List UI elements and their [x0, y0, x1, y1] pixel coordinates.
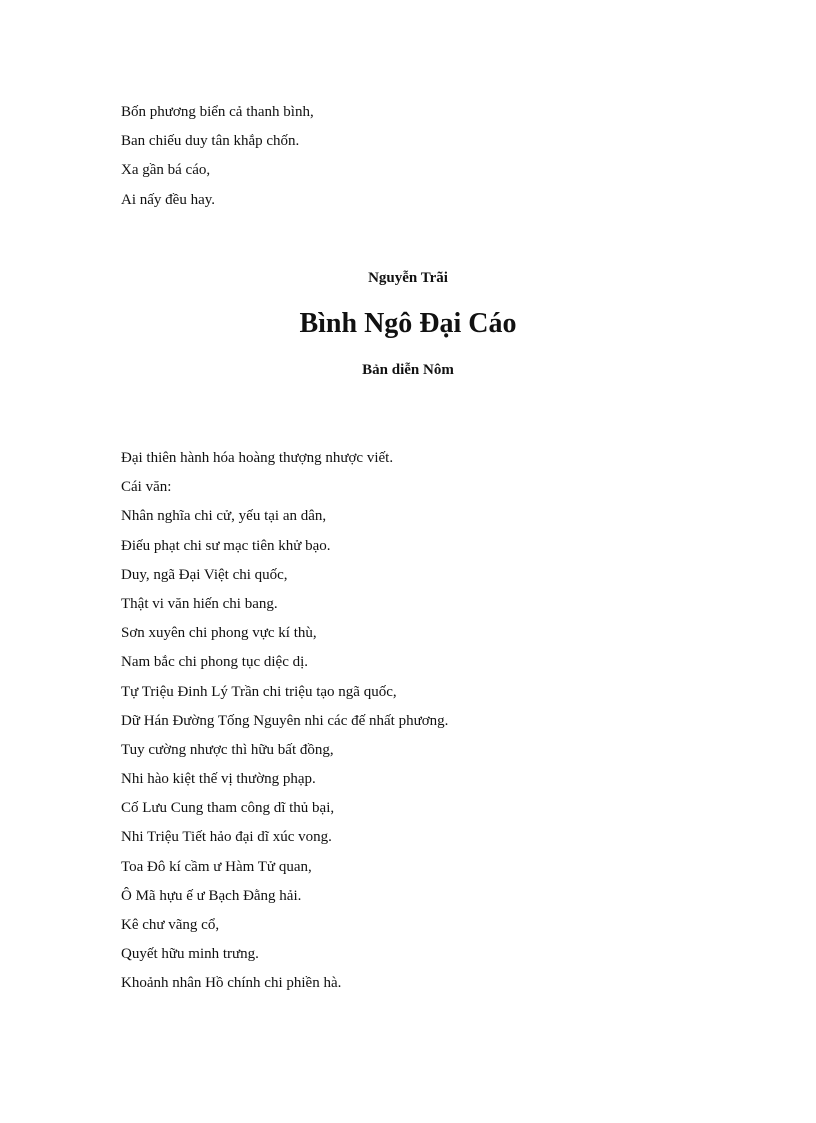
verse-line: Toa Đô kí cầm ư Hàm Tử quan, — [121, 858, 312, 875]
verse-line: Điếu phạt chi sư mạc tiên khử bạo. — [121, 537, 331, 554]
verse-line: Ai nấy đều hay. — [121, 191, 215, 208]
verse-line: Duy, ngã Đại Việt chi quốc, — [121, 566, 288, 583]
verse-line: Cố Lưu Cung tham công dĩ thủ bại, — [121, 800, 335, 817]
verse-line: Ô Mã hựu ế ư Bạch Đằng hải. — [121, 887, 302, 904]
verse-line: Xa gần bá cáo, — [121, 162, 211, 179]
verse-line: Tuy cường nhược thì hữu bất đồng, — [121, 741, 334, 758]
verse-line: Bốn phương biển cả thanh bình, — [121, 104, 314, 120]
verse-line: Nam bắc chi phong tục diệc dị. — [121, 654, 309, 671]
verse-line: Nhi hào kiệt thế vị thường phạp. — [121, 771, 316, 788]
verse-line: Tự Triệu Đinh Lý Trần chi triệu tạo ngã quốc, — [121, 683, 397, 700]
verse-line: Nhi Triệu Tiết hảo đại dĩ xúc vong. — [121, 829, 332, 846]
verse-line: Thật vi văn hiến chi bang. — [121, 595, 278, 612]
verse-line: Quyết hữu minh trưng. — [121, 946, 259, 963]
poem-body — [121, 444, 741, 999]
verse-line: Kê chư vãng cổ, — [121, 917, 220, 933]
verse-line: Đại thiên hành hóa hoàng thượng nhược viết. — [121, 450, 394, 466]
verse-line: Ban chiếu duy tân khắp chốn. — [121, 133, 300, 150]
verse-line: Nhân nghĩa chi cử, yếu tại an dân, — [121, 508, 327, 525]
subtitle: Bản diễn Nôm — [362, 362, 454, 378]
verse-line: Dữ Hán Đường Tống Nguyên nhi các đế nhất phương. — [121, 712, 449, 729]
verse-line: Sơn xuyên chi phong vực kí thù, — [121, 625, 317, 642]
verse-line: Khoảnh nhân Hồ chính chi phiền hà. — [121, 975, 342, 992]
preceding-stanza — [121, 98, 741, 215]
verse-line: Cái văn: — [121, 479, 172, 496]
page-title: Bình Ngô Đại Cáo — [299, 308, 517, 339]
author-name: Nguyễn Trãi — [368, 270, 448, 286]
